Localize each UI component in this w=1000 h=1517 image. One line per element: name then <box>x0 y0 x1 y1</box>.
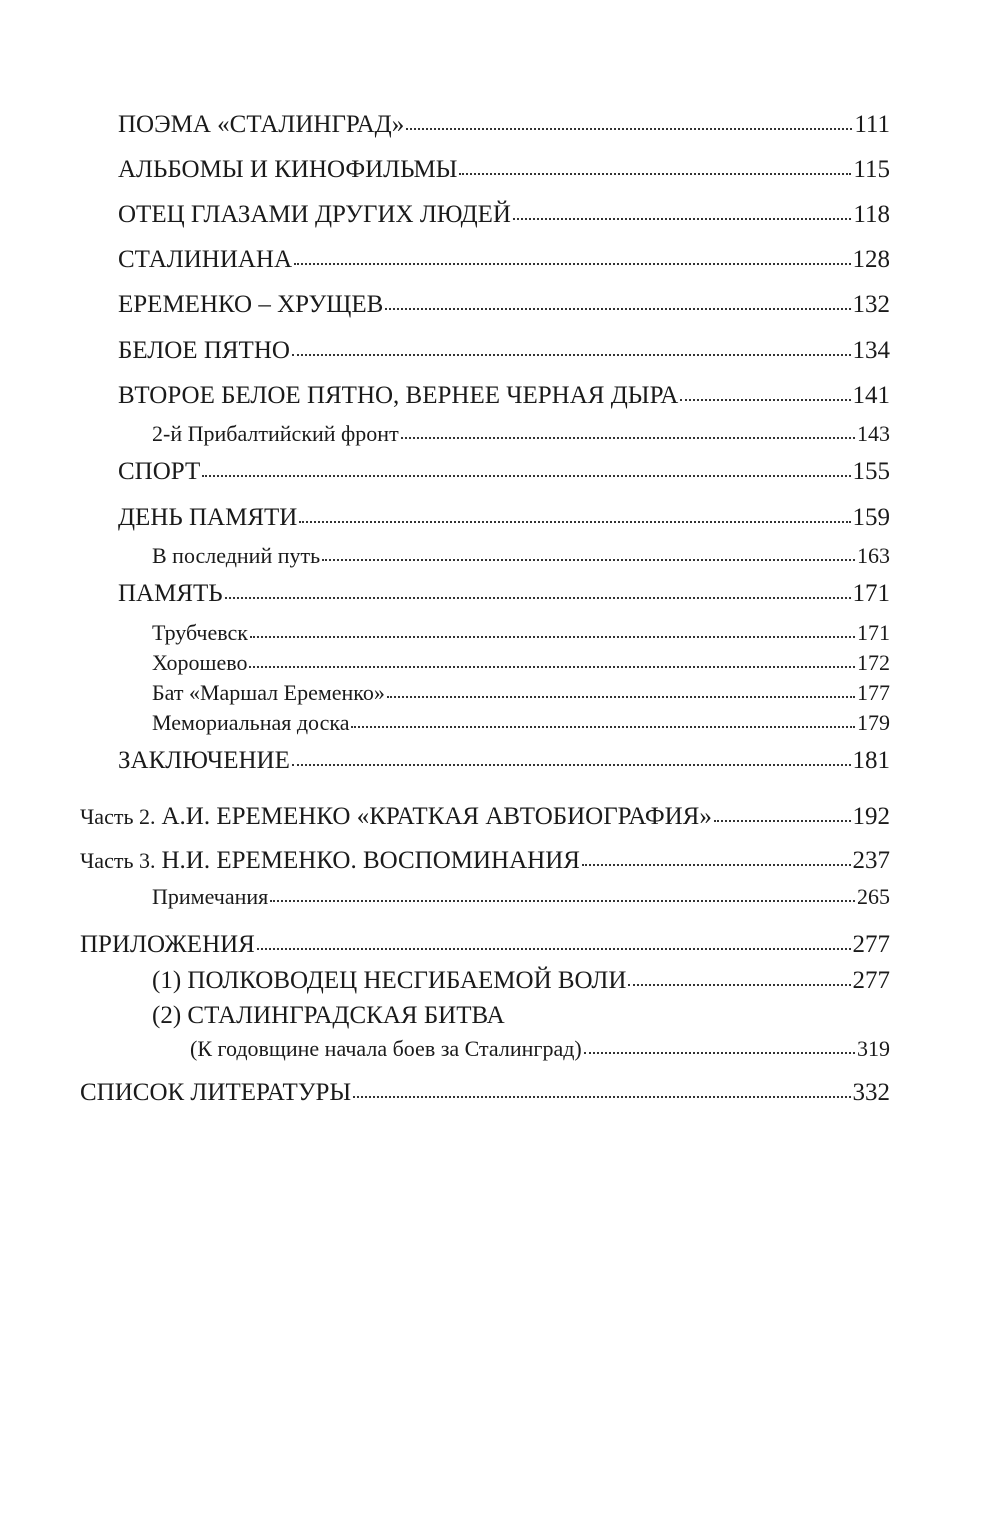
toc-entry-polkovodets[interactable] <box>152 968 890 993</box>
toc-entry-zaklyuchenie[interactable] <box>118 748 890 773</box>
toc-entry-title: (1) ПОЛКОВОДЕЦ НЕСГИБАЕМОЙ ВОЛИ <box>152 967 627 994</box>
toc-entry-page: 192 <box>852 803 890 830</box>
toc-entry-page: 118 <box>853 201 890 228</box>
dot-leader <box>257 948 851 950</box>
toc-entry-otets[interactable] <box>118 202 890 227</box>
toc-entry-page: 277 <box>852 967 890 994</box>
dot-leader <box>459 173 851 175</box>
toc-entry-title: В последний путь <box>152 543 321 568</box>
dot-leader <box>680 399 850 401</box>
dot-leader <box>202 475 850 477</box>
toc-entry-den-pamyati[interactable] <box>118 505 890 530</box>
toc-entry-part2[interactable] <box>80 804 890 829</box>
dot-leader <box>270 900 855 902</box>
dot-leader <box>714 820 851 822</box>
toc-entry-title: ПОЭМА «СТАЛИНГРАД» <box>118 111 405 138</box>
toc-entry-page: 179 <box>857 710 890 735</box>
toc-entry-title: Хорошево <box>152 650 248 675</box>
toc-entry-page: 163 <box>857 543 890 568</box>
toc-entry-page: 159 <box>852 504 890 531</box>
part-label: Часть 3. <box>80 848 156 873</box>
toc-entry-page: 332 <box>852 1079 890 1106</box>
toc-entry-khoroshevo[interactable] <box>152 652 890 674</box>
toc-entry-page: 134 <box>852 337 890 364</box>
toc-entry-page: 277 <box>852 931 890 958</box>
toc-entry-title: ПРИЛОЖЕНИЯ <box>80 931 255 958</box>
toc-entry-title: ПАМЯТЬ <box>118 580 223 607</box>
dot-leader <box>353 1096 850 1098</box>
dot-leader <box>387 696 855 698</box>
toc-entry-k-godovshchine[interactable] <box>190 1038 890 1060</box>
toc-entry-primechaniya[interactable] <box>152 886 890 908</box>
toc-entry-bat[interactable] <box>152 682 890 704</box>
dot-leader <box>292 354 851 356</box>
toc-entry-title <box>80 848 580 873</box>
dot-leader <box>628 984 850 986</box>
toc-entry-title: ДЕНЬ ПАМЯТИ <box>118 504 298 531</box>
toc-entry-page: 171 <box>852 580 890 607</box>
dot-leader <box>513 218 851 220</box>
dot-leader <box>294 263 850 265</box>
toc-entry-title: 2-й Прибалтийский фронт <box>152 421 399 446</box>
toc-entry-title <box>80 804 712 829</box>
dot-leader <box>401 437 855 439</box>
toc-entry-title: СПИСОК ЛИТЕРАТУРЫ <box>80 1079 352 1106</box>
dot-leader <box>385 308 850 310</box>
dot-leader <box>584 1052 855 1054</box>
toc-entry-title: ВТОРОЕ БЕЛОЕ ПЯТНО, ВЕРНЕЕ ЧЕРНАЯ ДЫРА <box>118 382 679 409</box>
dot-leader <box>406 128 852 130</box>
toc-entry-title: ЗАКЛЮЧЕНИЕ <box>118 747 290 774</box>
toc-entry-page: 237 <box>852 847 890 874</box>
toc-entry-stalingradskaya-bitva[interactable]: (2) СТАЛИНГРАДСКАЯ БИТВА <box>152 1002 505 1029</box>
toc-entry-page: 265 <box>857 884 890 909</box>
dot-leader <box>225 597 851 599</box>
dot-leader <box>249 666 855 668</box>
toc-entry-staliniana[interactable] <box>118 247 890 272</box>
toc-entry-pribaltiyskiy[interactable] <box>152 423 890 445</box>
dot-leader <box>322 559 855 561</box>
toc-entry-page: 141 <box>852 382 890 409</box>
toc-entry-title: СТАЛИНИАНА <box>118 246 293 273</box>
toc-entry-page: 155 <box>852 458 890 485</box>
toc-entry-vtoroe-pyatno[interactable] <box>118 383 890 408</box>
dot-leader <box>299 521 850 523</box>
toc-entry-title: Примечания <box>152 884 269 909</box>
toc-entry-page: 111 <box>854 111 890 138</box>
dot-leader <box>292 764 851 766</box>
dot-leader <box>582 864 851 866</box>
toc-entry-title: АЛЬБОМЫ И КИНОФИЛЬМЫ <box>118 156 458 183</box>
toc-entry-part3[interactable] <box>80 848 890 873</box>
toc-entry-beloe-pyatno[interactable] <box>118 338 890 363</box>
toc-entry-albomy[interactable] <box>118 157 890 182</box>
toc-entry-title: СПОРТ <box>118 458 201 485</box>
toc-entry-page: 177 <box>857 680 890 705</box>
toc-entry-page: 181 <box>852 747 890 774</box>
toc-entry-title: ОТЕЦ ГЛАЗАМИ ДРУГИХ ЛЮДЕЙ <box>118 201 511 228</box>
toc-entry-title: Бат «Маршал Еременко» <box>152 680 385 705</box>
toc-entry-doska[interactable] <box>152 712 890 734</box>
toc-entry-page: 143 <box>857 421 890 446</box>
toc-entry-posledniy-put[interactable] <box>152 545 890 567</box>
toc-entry-title: (К годовщине начала боев за Сталинград) <box>190 1036 582 1061</box>
toc-entry-trubchevsk[interactable] <box>152 622 890 644</box>
toc-entry-poema[interactable] <box>118 112 890 137</box>
toc-entry-eremenko-khrushchev[interactable] <box>118 292 890 317</box>
toc-entry-page: 171 <box>857 620 890 645</box>
toc-entry-title: ЕРЕМЕНКО – ХРУЩЕВ <box>118 291 384 318</box>
toc-entry-page: 319 <box>857 1036 890 1061</box>
part-title: А.И. ЕРЕМЕНКО «КРАТКАЯ АВТОБИОГРАФИЯ» <box>161 803 712 830</box>
dot-leader <box>351 726 855 728</box>
part-title: Н.И. ЕРЕМЕНКО. ВОСПОМИНАНИЯ <box>161 847 580 874</box>
toc-entry-page: 172 <box>857 650 890 675</box>
toc-entry-page: 128 <box>852 246 890 273</box>
toc-entry-spisok[interactable] <box>80 1080 890 1105</box>
toc-entry-page: 132 <box>852 291 890 318</box>
toc-entry-title: Трубчевск <box>152 620 248 645</box>
toc-entry-pamyat[interactable] <box>118 581 890 606</box>
toc-entry-title: Мемориальная доска <box>152 710 350 735</box>
toc-entry-title: БЕЛОЕ ПЯТНО <box>118 337 290 364</box>
toc-entry-sport[interactable] <box>118 459 890 484</box>
dot-leader <box>250 636 855 638</box>
toc-entry-prilozheniya[interactable] <box>80 932 890 957</box>
toc-entry-page: 115 <box>853 156 890 183</box>
part-label: Часть 2. <box>80 804 156 829</box>
